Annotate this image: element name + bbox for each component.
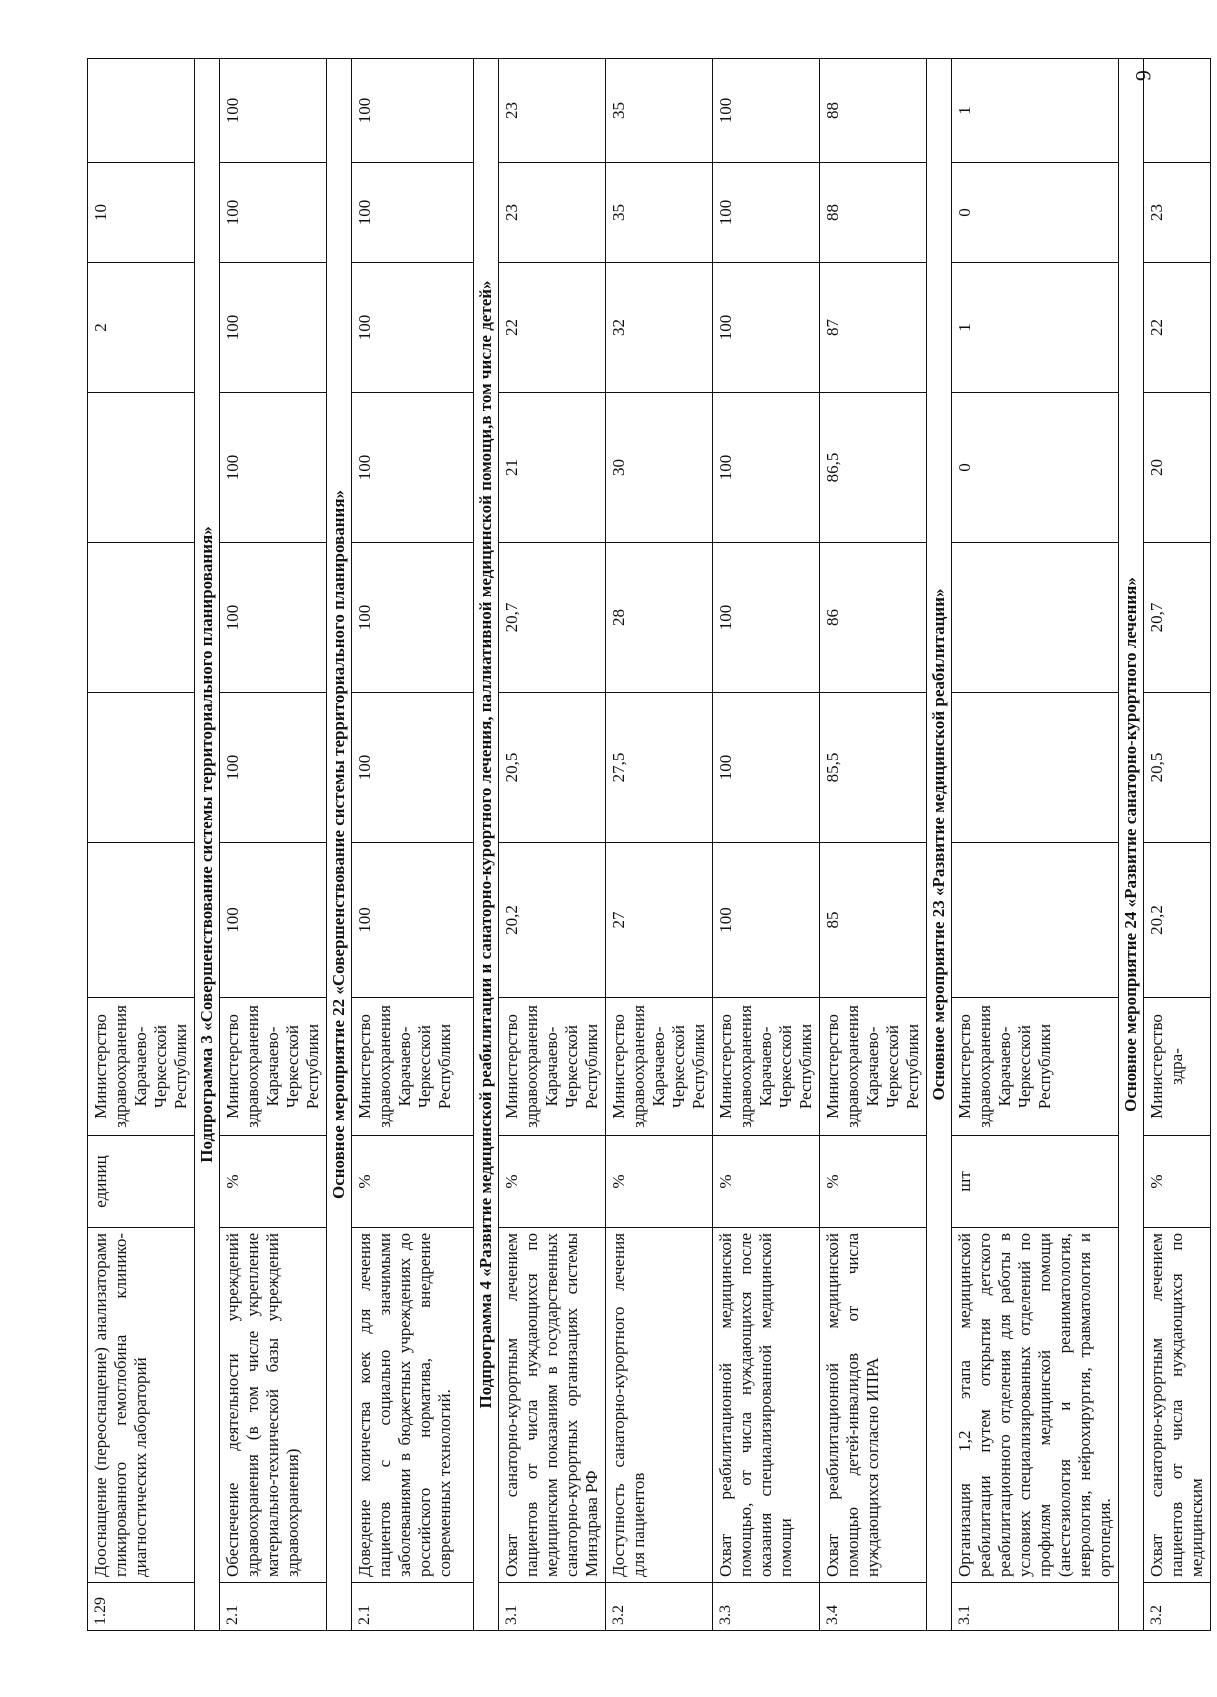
value-cell: 23 <box>499 59 606 163</box>
value-cell <box>1144 59 1211 163</box>
section-title: Основное мероприятие 22 «Совершенствование системы территориального планирования» <box>327 59 352 1631</box>
section-title: Подпрограмма 4 «Развитие медицинской реабилитации и санаторно-курортного лечения, паллиативной медицинской помощи,в том числе детей» <box>474 59 499 1631</box>
value-cell: 85,5 <box>820 693 927 843</box>
unit: единиц <box>88 1136 195 1228</box>
value-cell: 2 <box>88 263 195 393</box>
value-cell: 100 <box>220 163 327 263</box>
value-cell <box>952 693 1119 843</box>
unit: шт <box>952 1136 1119 1228</box>
value-cell: 100 <box>220 843 327 998</box>
value-cell: 100 <box>352 843 474 998</box>
value-cell <box>952 543 1119 693</box>
executor: Министерство здравоохранения Карачаево-Черкесской Республики <box>88 998 195 1136</box>
table-row <box>220 59 327 1631</box>
row-number: 3.1 <box>499 1583 606 1631</box>
row-number: 3.1 <box>952 1583 1119 1631</box>
value-cell: 0 <box>952 393 1119 543</box>
value-cell: 100 <box>713 59 820 163</box>
value-cell: 1 <box>952 59 1119 163</box>
indicator-name: Охват реабилитационной медицинской помощью, от числа нуждающихся после оказания специализированной медицинской помощи <box>713 1228 820 1583</box>
value-cell: 22 <box>499 263 606 393</box>
value-cell: 1 <box>952 263 1119 393</box>
table-row <box>952 59 1119 1631</box>
section-title-row <box>1119 59 1144 1631</box>
unit: % <box>499 1136 606 1228</box>
value-cell: 20 <box>1144 393 1211 543</box>
executor: Министерство здравоохранения Карачаево-Черкесской Республики <box>220 998 327 1136</box>
executor: Министерство здравоохранения Карачаево-Черкесской Республики <box>952 998 1119 1136</box>
executor: Министерство здравоохранения Карачаево-Черкесской Республики <box>606 998 713 1136</box>
executor: Министерство здравоохранения Карачаево-Черкесской Республики <box>713 998 820 1136</box>
executor: Министерство здравоохранения Карачаево-Черкесской Республики <box>499 998 606 1136</box>
row-number: 1.29 <box>88 1583 195 1631</box>
unit: % <box>1144 1136 1211 1228</box>
section-title: Основное мероприятие 24 «Развитие санаторно-курортного лечения» <box>1119 59 1144 1631</box>
unit: % <box>713 1136 820 1228</box>
value-cell: 23 <box>1144 163 1211 263</box>
value-cell: 23 <box>499 163 606 263</box>
value-cell: 100 <box>352 393 474 543</box>
value-cell <box>88 59 195 163</box>
value-cell: 0 <box>952 163 1119 263</box>
unit: % <box>820 1136 927 1228</box>
value-cell: 35 <box>606 59 713 163</box>
row-number: 3.2 <box>1144 1583 1211 1631</box>
table-row <box>820 59 927 1631</box>
executor: Министерство здравоохранения Карачаево-Черкесской Республики <box>820 998 927 1136</box>
value-cell: 100 <box>713 263 820 393</box>
value-cell <box>88 393 195 543</box>
executor: Министерство здра- <box>1144 998 1211 1136</box>
value-cell <box>88 843 195 998</box>
value-cell: 100 <box>352 693 474 843</box>
value-cell: 85 <box>820 843 927 998</box>
row-number: 3.2 <box>606 1583 713 1631</box>
table-row <box>352 59 474 1631</box>
value-cell: 88 <box>820 59 927 163</box>
value-cell: 30 <box>606 393 713 543</box>
value-cell: 20,7 <box>499 543 606 693</box>
section-title: Основное мероприятие 23 «Развитие медицинской реабилитации» <box>927 59 952 1631</box>
row-number: 2.1 <box>352 1583 474 1631</box>
value-cell: 21 <box>499 393 606 543</box>
value-cell: 100 <box>220 59 327 163</box>
indicators-table <box>87 58 1211 1631</box>
value-cell: 27 <box>606 843 713 998</box>
value-cell: 22 <box>1144 263 1211 393</box>
value-cell: 100 <box>220 263 327 393</box>
row-number: 3.4 <box>820 1583 927 1631</box>
value-cell: 100 <box>220 543 327 693</box>
indicator-name: Охват санаторно-курортным лечением пациентов от числа нуждающихся по медицинским показаниям в государственных санаторно-курортных организациях системы Минздрава РФ <box>499 1228 606 1583</box>
value-cell <box>952 843 1119 998</box>
indicator-name: Доведение количества коек для лечения пациентов с социально значимыми заболеваниями в бюджетных учреждениях до российского норматива, внедрение современных технологий. <box>352 1228 474 1583</box>
value-cell <box>88 693 195 843</box>
unit: % <box>220 1136 327 1228</box>
value-cell: 100 <box>713 543 820 693</box>
value-cell: 88 <box>820 163 927 263</box>
table-row <box>606 59 713 1631</box>
value-cell: 32 <box>606 263 713 393</box>
indicator-name: Организация 1,2 этапа медицинской реабилитации путем открытия детского реабилитационного отделения для работы в условиях специализированных отделений по профилям медицинской помощи (анестезиология и реаниматология, неврология, нейрохирургия, травматология и ортопедия. <box>952 1228 1119 1583</box>
table-row <box>1144 59 1211 1631</box>
value-cell: 100 <box>220 393 327 543</box>
executor: Министерство здравоохранения Карачаево-Черкесской Республики <box>352 998 474 1136</box>
value-cell: 87 <box>820 263 927 393</box>
indicator-name: Охват реабилитационной медицинской помощью детей-инвалидов от числа нуждающихся согласно ИПРА <box>820 1228 927 1583</box>
section-title: Подпрограмма 3 «Совершенствование системы территориального планирования» <box>195 59 220 1631</box>
row-number: 3.3 <box>713 1583 820 1631</box>
value-cell: 100 <box>352 163 474 263</box>
value-cell: 20,2 <box>499 843 606 998</box>
value-cell: 20,7 <box>1144 543 1211 693</box>
section-title-row <box>195 59 220 1631</box>
section-title-row <box>927 59 952 1631</box>
unit: % <box>352 1136 474 1228</box>
value-cell: 20,2 <box>1144 843 1211 998</box>
value-cell: 100 <box>713 163 820 263</box>
value-cell: 86,5 <box>820 393 927 543</box>
value-cell: 35 <box>606 163 713 263</box>
rotated-table-area <box>87 59 1217 1631</box>
value-cell: 100 <box>713 843 820 998</box>
value-cell: 27,5 <box>606 693 713 843</box>
indicator-name: Дооснащение (переоснащение) анализаторами гликированного гемоглобина клинико-диагностических лабораторий <box>88 1228 195 1583</box>
row-number: 2.1 <box>220 1583 327 1631</box>
page-number: 6 <box>1131 70 1156 81</box>
indicator-name: Доступность санаторно-курортного лечения для пациентов <box>606 1228 713 1583</box>
section-title-row <box>474 59 499 1631</box>
table-body <box>88 59 1211 1631</box>
value-cell: 20,5 <box>499 693 606 843</box>
indicator-name: Охват санаторно-курортным лечением пациентов от числа нуждающихся по медицинским <box>1144 1228 1211 1583</box>
value-cell: 86 <box>820 543 927 693</box>
value-cell: 28 <box>606 543 713 693</box>
value-cell: 100 <box>352 263 474 393</box>
table-row <box>88 59 195 1631</box>
value-cell: 10 <box>88 163 195 263</box>
table-row <box>499 59 606 1631</box>
value-cell <box>88 543 195 693</box>
value-cell: 100 <box>352 59 474 163</box>
table-row <box>713 59 820 1631</box>
indicator-name: Обеспечение деятельности учреждений здравоохранения (в том числе укрепление материально-технической базы учреждений здравоохранения) <box>220 1228 327 1583</box>
value-cell: 100 <box>352 543 474 693</box>
value-cell: 20,5 <box>1144 693 1211 843</box>
value-cell: 100 <box>220 693 327 843</box>
value-cell: 100 <box>713 393 820 543</box>
unit: % <box>606 1136 713 1228</box>
value-cell: 100 <box>713 693 820 843</box>
section-title-row <box>327 59 352 1631</box>
